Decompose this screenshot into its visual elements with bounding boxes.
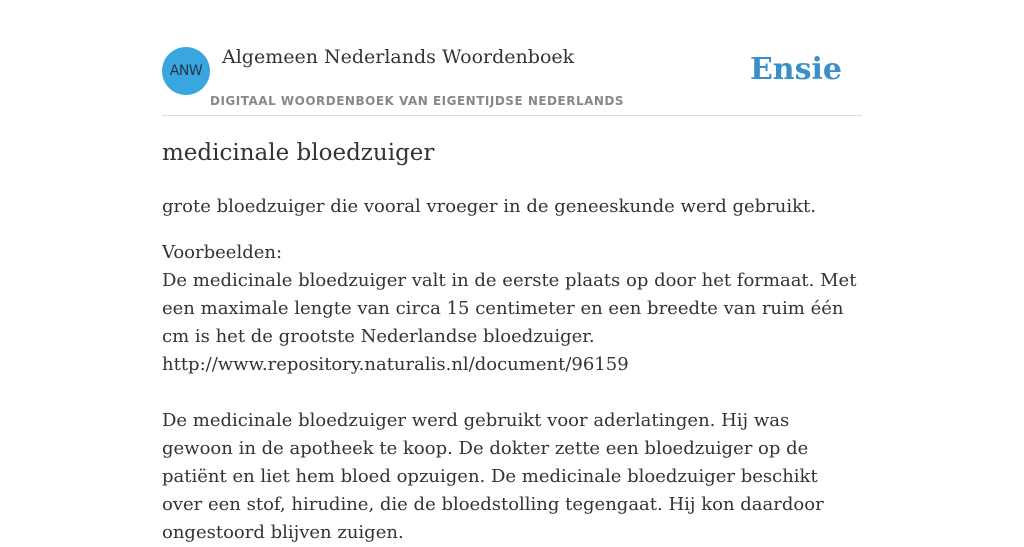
example-text: De medicinale bloedzuiger werd gebruikt voor aderlatingen. Hij was gewoon in de apotheek te koop. De dokter zette een bloedzuiger op de patiënt en liet hem bloed opzuigen. De medicinale bloedzuiger beschikt over een stof, hirudine, die de bloedstolling tegengaat. Hij kon daardoor ongestoord blijven zuigen. (162, 410, 824, 543)
site-title[interactable]: Algemeen Nederlands Woordenboek (222, 46, 575, 68)
example-spacer (162, 379, 862, 407)
examples-label: Voorbeelden: (162, 242, 283, 263)
anw-logo[interactable] (162, 47, 210, 95)
entry-headword: medicinale bloedzuiger (162, 140, 435, 166)
logo-text: ANW (169, 63, 203, 79)
page (162, 0, 862, 543)
examples-section (162, 239, 862, 547)
site-subtitle: DIGITAAL WOORDENBOEK VAN EIGENTIJDSE NEDERLANDS (210, 94, 625, 108)
example-source: http://www.repository.naturalis.nl/document/96159 (162, 354, 629, 375)
entry-definition: grote bloedzuiger die vooral vroeger in de geneeskunde werd gebruikt. (162, 196, 816, 217)
ensie-logo-link[interactable]: Ensie (749, 52, 842, 87)
example-text: De medicinale bloedzuiger valt in de eerste plaats op door het formaat. Met een maximale lengte van circa 15 centimeter en een breedte van ruim één cm is het de grootste Nederlandse bloedzuiger. (162, 270, 857, 347)
site-header (162, 0, 862, 116)
